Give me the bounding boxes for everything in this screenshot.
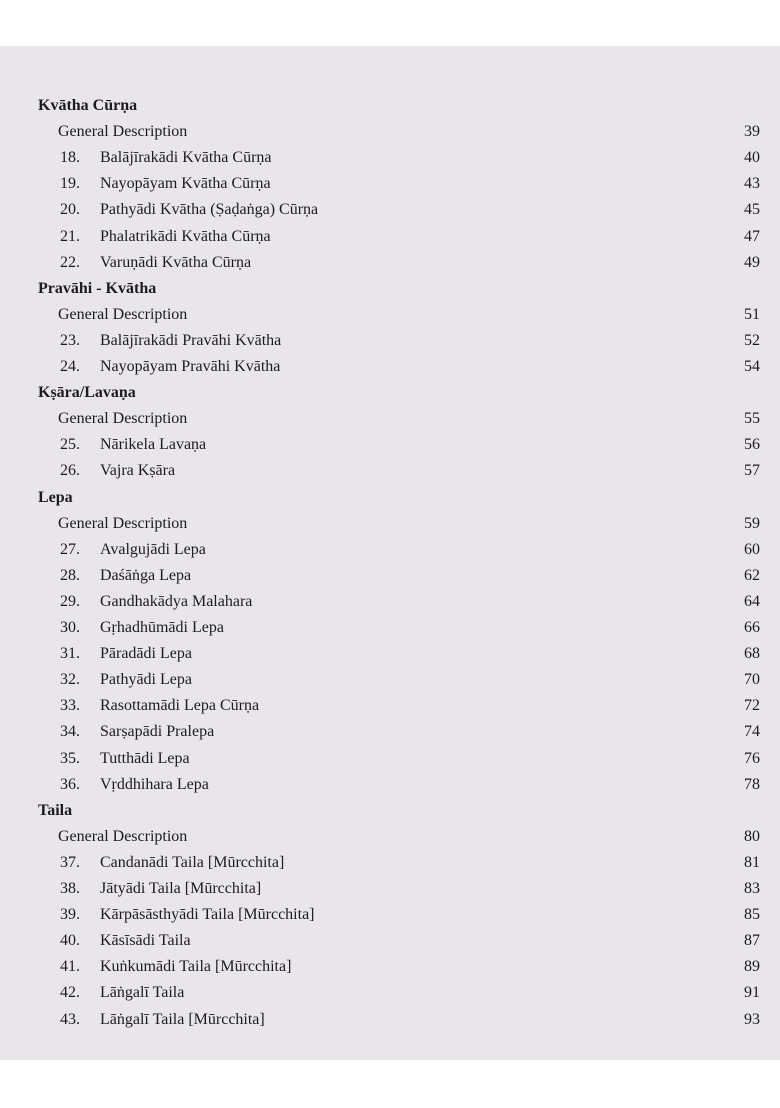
toc-entry [0, 146, 780, 170]
page-number: 87 [744, 932, 760, 950]
page-number: 56 [744, 436, 760, 454]
page-number: 89 [744, 958, 760, 976]
toc-entry [0, 694, 780, 718]
page-number: 80 [744, 827, 760, 845]
toc-entry [0, 955, 780, 979]
toc-entry [0, 433, 780, 457]
general-description-row [0, 407, 780, 431]
toc-entry [0, 251, 780, 275]
entry-title: Pathyādi Kvātha (Ṣaḍaṅga) Cūrṇa [100, 201, 319, 219]
page-number: 45 [744, 201, 760, 219]
toc-entry [0, 198, 780, 222]
entry-number: 26. [60, 462, 80, 480]
section-heading-row [0, 277, 780, 301]
toc-entry [0, 590, 780, 614]
page-number: 83 [744, 880, 760, 897]
general-description-row [0, 120, 780, 144]
entry-number: 34. [60, 723, 80, 741]
toc-entry [0, 1008, 780, 1032]
entry-title: Balājīrakādi Pravāhi Kvātha [100, 331, 282, 349]
page-number: 68 [744, 645, 760, 663]
entry-title: Nayopāyam Kvātha Cūrṇa [100, 175, 271, 193]
section-heading-row [0, 486, 780, 510]
section-heading-row [0, 94, 780, 118]
page-number: 64 [744, 592, 760, 610]
page-number: 78 [744, 775, 760, 793]
section-heading: Taila [38, 801, 73, 819]
entry-title: Lāṅgalī Taila [100, 984, 185, 1002]
page-number: 52 [744, 331, 760, 349]
entry-title: Kāsīsādi Taila [100, 932, 191, 950]
entry-number: 37. [60, 853, 80, 871]
general-description-row [0, 825, 780, 849]
entry-number: 22. [60, 253, 80, 271]
entry-number: 40. [60, 932, 80, 950]
section-heading: Lepa [38, 488, 73, 506]
entry-number: 42. [60, 984, 80, 1002]
page-number: 49 [744, 253, 760, 271]
page-number: 62 [744, 566, 760, 584]
page-number: 43 [744, 175, 760, 193]
entry-number: 29. [60, 592, 80, 610]
page-number: 81 [744, 853, 760, 871]
toc-entry [0, 773, 780, 797]
entry-title: Kuṅkumādi Taila [Mūrcchita] [100, 958, 292, 976]
section-heading: Kṣāra/Lavaṇa [38, 384, 136, 402]
entry-title: Tutthādi Lepa [100, 749, 190, 767]
toc-entry [0, 564, 780, 588]
entry-title: General Description [58, 514, 188, 532]
entry-number: 32. [60, 671, 80, 689]
entry-title: Pāradādi Lepa [100, 645, 192, 663]
entry-number: 33. [60, 697, 80, 715]
entry-title: Avalgujādi Lepa [100, 540, 206, 558]
entry-title: Sarṣapādi Pralepa [100, 723, 215, 741]
page-number: 85 [744, 906, 760, 924]
entry-number: 38. [60, 880, 80, 897]
entry-title: Gandhakādya Malahara [100, 592, 253, 610]
section-heading: Pravāhi - Kvātha [38, 279, 157, 297]
section-heading-row [0, 799, 780, 823]
entry-title: Kārpāsāsthyādi Taila [Mūrcchita] [100, 906, 315, 924]
toc-entry [0, 329, 780, 353]
page-number: 57 [744, 462, 760, 480]
toc-entry [0, 642, 780, 666]
toc-entry [0, 616, 780, 640]
entry-title: Nārikela Lavaṇa [100, 436, 207, 454]
toc-entry [0, 459, 780, 483]
entry-number: 39. [60, 906, 80, 924]
page-number: 70 [744, 671, 760, 689]
entry-title: Candanādi Taila [Mūrcchita] [100, 853, 285, 871]
page-number: 51 [744, 305, 760, 323]
entry-title: Gṛhadhūmādi Lepa [100, 619, 224, 636]
entry-number: 43. [60, 1010, 80, 1028]
entry-title: Vajra Kṣāra [100, 462, 176, 480]
toc-entry [0, 172, 780, 196]
entry-number: 20. [60, 201, 80, 219]
entry-title: Daśāṅga Lepa [100, 566, 192, 584]
entry-title: General Description [58, 410, 188, 428]
page-number: 54 [744, 358, 760, 375]
entry-title: Jātyādi Taila [Mūrcchita] [100, 880, 262, 897]
page-number: 93 [744, 1010, 760, 1028]
entry-number: 19. [60, 175, 80, 193]
toc-entry [0, 851, 780, 875]
toc-entry [0, 720, 780, 744]
entry-number: 18. [60, 149, 80, 167]
toc-entry [0, 903, 780, 927]
entry-title: Varuṇādi Kvātha Cūrṇa [100, 253, 252, 271]
entry-title: General Description [58, 305, 188, 323]
entry-number: 31. [60, 645, 80, 663]
toc-entry [0, 538, 780, 562]
page-number: 47 [744, 227, 760, 245]
entry-title: Nayopāyam Pravāhi Kvātha [100, 358, 281, 375]
page-number: 76 [744, 749, 760, 767]
entry-title: General Description [58, 827, 188, 845]
general-description-row [0, 512, 780, 536]
toc-entry [0, 355, 780, 379]
page-number: 39 [744, 123, 760, 141]
entry-title: Balājīrakādi Kvātha Cūrṇa [100, 149, 272, 167]
toc-entry [0, 225, 780, 249]
entry-number: 36. [60, 775, 80, 793]
toc-entry [0, 981, 780, 1005]
section-heading-row [0, 381, 780, 405]
toc-entry [0, 929, 780, 953]
entry-number: 35. [60, 749, 80, 767]
entry-title: Vṛddhihara Lepa [100, 775, 209, 793]
entry-number: 28. [60, 566, 80, 584]
entry-title: Lāṅgalī Taila [Mūrcchita] [100, 1010, 265, 1028]
page-number: 55 [744, 410, 760, 428]
entry-title: Rasottamādi Lepa Cūrṇa [100, 697, 260, 715]
page-number: 60 [744, 540, 760, 558]
entry-number: 21. [60, 227, 80, 245]
general-description-row [0, 303, 780, 327]
entry-number: 41. [60, 958, 80, 976]
entry-number: 25. [60, 436, 80, 454]
entry-number: 23. [60, 331, 80, 349]
toc-entry [0, 877, 780, 901]
page-number: 59 [744, 514, 760, 532]
entry-title: Phalatrikādi Kvātha Cūrṇa [100, 227, 271, 245]
entry-number: 27. [60, 540, 80, 558]
entry-title: General Description [58, 123, 188, 141]
entry-number: 30. [60, 619, 80, 636]
page-number: 40 [744, 149, 760, 167]
toc-entry [0, 747, 780, 771]
page-number: 91 [744, 984, 760, 1002]
entry-number: 24. [60, 358, 80, 375]
section-heading: Kvātha Cūrṇa [38, 97, 138, 114]
page-number: 72 [744, 697, 760, 715]
toc-entry [0, 668, 780, 692]
entry-title: Pathyādi Lepa [100, 671, 192, 689]
page-number: 74 [744, 723, 760, 741]
page-number: 66 [744, 619, 760, 636]
